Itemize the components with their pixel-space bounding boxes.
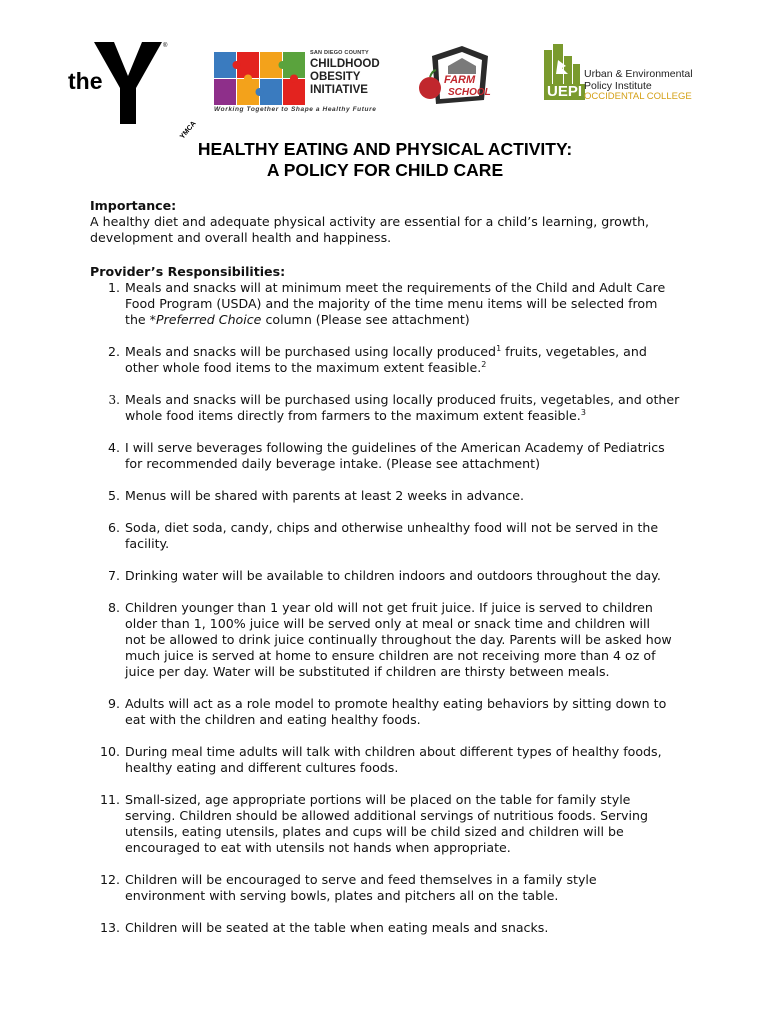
item-line: Drinking water will be available to children indoors and outdoors throughout the day. (125, 568, 661, 583)
item-number: 10. (99, 744, 120, 759)
list-item (90, 440, 690, 472)
item-line: not be allowed to drink juice continually throughout the day. Parents will be asked how (125, 632, 672, 647)
logo-header (0, 0, 770, 141)
ymca-logo (66, 38, 198, 141)
item-line: Soda, diet soda, candy, chips and otherwise unhealthy food will not be served in the (125, 520, 659, 535)
document-body (90, 198, 690, 952)
item-line: Meals and snacks will at minimum meet the requirements of the Child and Adult Care (125, 280, 666, 295)
ymca-registered-mark: ® (163, 43, 168, 49)
item-number: 11. (99, 792, 120, 807)
item-line: environment with serving bowls, plates and pitchers all on the table. (125, 888, 559, 903)
list-item (90, 392, 690, 424)
importance-line1: A healthy diet and adequate physical activity are essential for a child’s learning, growth, (90, 214, 650, 229)
coi-tagline: Working Together to Shape a Healthy Future (214, 106, 377, 113)
coi-line2: OBESITY (310, 71, 361, 83)
item-line: Meals and snacks will be purchased using locally produced$^1$ fruits, vegetables, and (125, 343, 647, 359)
item-number: 5. (107, 488, 120, 503)
item-line: Menus will be shared with parents at least 2 weeks in advance. (125, 488, 524, 503)
item-number: 6. (107, 520, 120, 535)
item-number: 4. (107, 440, 120, 455)
item-line: Children will be seated at the table when eating meals and snacks. (125, 920, 549, 935)
item-line: I will serve beverages following the guidelines of the American Academy of Pediatrics (125, 440, 665, 455)
list-item (90, 600, 690, 680)
preferred-choice-text: *Preferred Choice (149, 312, 262, 327)
item-line: serving. Children should be allowed additional servings of nutritious foods. Serving (125, 808, 648, 823)
item-line: the *Preferred Choice column (Please see attachment) (125, 312, 470, 327)
list-item (90, 488, 690, 504)
responsibilities-heading: Provider’s Responsibilities: (90, 264, 286, 279)
list-item (90, 920, 690, 936)
item-line: Small-sized, age appropriate portions will be placed on the table for family style (125, 792, 631, 807)
item-line: utensils, eating utensils, plates and cups will be child sized and children will be (125, 824, 624, 839)
item-line: During meal time adults will talk with children about different types of healthy foods, (125, 744, 662, 759)
list-item (90, 344, 690, 376)
item-line: juice per day. Water will be substituted if children are thirsty between meals. (125, 664, 610, 679)
item-number: 1. (107, 280, 120, 295)
coi-line3: INITIATIVE (310, 84, 368, 96)
uepi-line2: Policy Institute (584, 80, 652, 92)
item-number: 9. (107, 696, 120, 711)
puzzle-icon (214, 52, 306, 106)
uepi-line1: Urban & Environmental (584, 68, 693, 80)
item-number: 8. (107, 600, 120, 615)
item-line: whole food items directly from farmers to the maximum extent feasible.$^3$ (125, 407, 586, 423)
list-item (90, 744, 690, 776)
item-number: 2. (107, 344, 120, 359)
importance-heading: Importance: (90, 198, 177, 213)
item-line: facility. (125, 536, 170, 551)
item-line: Children will be encouraged to serve and feed themselves in a family style (125, 872, 597, 887)
item-number: 7. (107, 568, 120, 583)
farm-to-school-logo (418, 44, 490, 108)
ymca-vertical-text: YMCA (179, 120, 198, 141)
item-line: eat with the children and eating healthy foods. (125, 712, 421, 727)
list-item (90, 872, 690, 904)
city-skyline-icon (542, 44, 582, 88)
item-line: Meals and snacks will be purchased using locally produced fruits, vegetables, and other (125, 392, 680, 407)
footnote-marker: 1 (496, 343, 502, 353)
item-number: 13. (99, 920, 120, 935)
item-line: encouraged to eat with utensils not hands when appropriate. (125, 840, 511, 855)
item-line: older than 1, 100% juice will be served only at meal or snack time and children will (125, 616, 651, 631)
list-item (90, 792, 690, 856)
childhood-obesity-initiative-logo (214, 50, 394, 120)
uepi-line3: OCCIDENTAL COLLEGE (584, 91, 692, 102)
list-item (90, 280, 690, 328)
item-line: healthy eating and different cultures foods. (125, 760, 399, 775)
document-title-line1: HEALTHY EATING AND PHYSICAL ACTIVITY: (197, 139, 573, 159)
item-number: 3. (108, 393, 120, 407)
coi-line1: CHILDHOOD (310, 58, 380, 70)
responsibilities-list (90, 280, 690, 936)
item-line: other whole food items to the maximum extent feasible.$^2$ (125, 359, 487, 375)
footnote-marker: 3 (580, 407, 586, 417)
item-line: Adults will act as a role model to promote healthy eating behaviors by sitting down to (125, 696, 667, 711)
footnote-marker: 2 (481, 359, 487, 369)
school-text: SCHOOL (448, 87, 491, 98)
document-title-line2: A POLICY FOR CHILD CARE (266, 160, 504, 180)
item-line: much juice is served at home to ensure children are not receiving more than 4 oz of (125, 648, 656, 663)
uepi-acronym: UEPI (544, 84, 585, 100)
coi-county-text: SAN DIEGO COUNTY (310, 50, 369, 56)
ymca-the-text: the (68, 68, 103, 94)
list-item (90, 568, 690, 584)
importance-line2: development and overall health and happiness. (90, 230, 392, 245)
list-item (90, 696, 690, 728)
item-number: 12. (99, 872, 120, 887)
list-item (90, 520, 690, 552)
item-line: Children younger than 1 year old will not get fruit juice. If juice is served to children (125, 600, 653, 615)
uepi-logo (542, 44, 702, 104)
ymca-y-shape (66, 38, 176, 126)
farm-text: FARM (444, 74, 476, 86)
item-line: Food Program (USDA) and the majority of the time menu items will be selected from (125, 296, 658, 311)
item-line: for recommended daily beverage intake. (Please see attachment) (125, 456, 540, 471)
